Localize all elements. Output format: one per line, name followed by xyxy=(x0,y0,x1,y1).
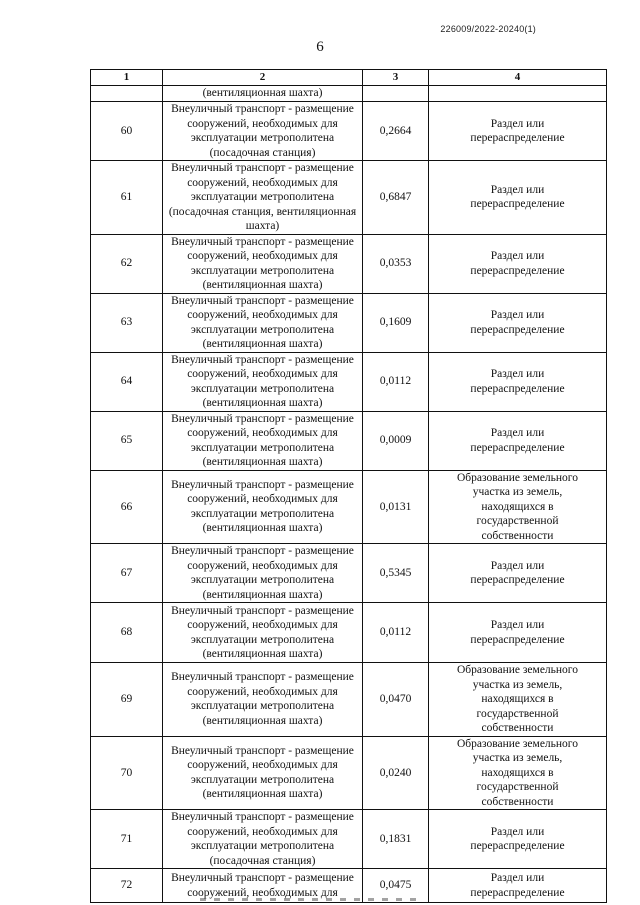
cell-use: Внеуличный транспорт - размещение сооружений, необходимых для эксплуатации метрополитена (вентиляционная шахта) xyxy=(163,352,363,411)
cell-area: 0,1831 xyxy=(363,810,429,869)
cell-use: Внеуличный транспорт - размещение сооружений, необходимых для xyxy=(163,869,363,903)
table-row xyxy=(91,810,607,869)
continued-row xyxy=(91,86,607,102)
cell-area: 0,6847 xyxy=(363,161,429,235)
cell-method: Раздел или перераспределение xyxy=(429,544,607,603)
cell-num: 60 xyxy=(91,102,163,161)
cell-num: 71 xyxy=(91,810,163,869)
cell-area: 0,0475 xyxy=(363,869,429,903)
cell-num: 66 xyxy=(91,470,163,544)
cell-use: Внеуличный транспорт - размещение сооружений, необходимых для эксплуатации метрополитена (вентиляционная шахта) xyxy=(163,470,363,544)
cell-method: Раздел или перераспределение xyxy=(429,810,607,869)
cell-num: 72 xyxy=(91,869,163,903)
table-row xyxy=(91,161,607,235)
cell-area: 0,0112 xyxy=(363,603,429,663)
header-col-4: 4 xyxy=(429,70,607,86)
cell-use: Внеуличный транспорт - размещение сооружений, необходимых для эксплуатации метрополитена (вентиляционная шахта) xyxy=(163,411,363,470)
cell-method: Раздел или перераспределение xyxy=(429,234,607,293)
cell-method: Раздел или перераспределение xyxy=(429,411,607,470)
cell-num: 67 xyxy=(91,544,163,603)
cell-method: Раздел или перераспределение xyxy=(429,293,607,352)
cell-method: Образование земельного участка из земель, находящихся в государственной собственности xyxy=(429,470,607,544)
document-id: 226009/2022-20240(1) xyxy=(440,24,536,34)
cell-num: 64 xyxy=(91,352,163,411)
table-row xyxy=(91,544,607,603)
cell-method: Раздел или перераспределение xyxy=(429,352,607,411)
cell-num: 63 xyxy=(91,293,163,352)
cell-use: Внеуличный транспорт - размещение сооружений, необходимых для эксплуатации метрополитена (вентиляционная шахта) xyxy=(163,603,363,663)
table-row xyxy=(91,352,607,411)
cell-area: 0,0353 xyxy=(363,234,429,293)
cell-num: 68 xyxy=(91,603,163,663)
table-row xyxy=(91,293,607,352)
cell-method: Образование земельного участка из земель, находящихся в государственной собственности xyxy=(429,736,607,810)
cell-method: Раздел или перераспределение xyxy=(429,102,607,161)
cell-method: Образование земельного участка из земель, находящихся в государственной собственности xyxy=(429,663,607,737)
cell-num: 69 xyxy=(91,663,163,737)
cell-num: 62 xyxy=(91,234,163,293)
table-row xyxy=(91,234,607,293)
table-row xyxy=(91,411,607,470)
cell-area: 0,5345 xyxy=(363,544,429,603)
cell-num: 65 xyxy=(91,411,163,470)
table-header-row xyxy=(91,70,607,86)
cell-use: Внеуличный транспорт - размещение сооружений, необходимых для эксплуатации метрополитена (вентиляционная шахта) xyxy=(163,544,363,603)
table-row xyxy=(91,102,607,161)
cell-method: Раздел или перераспределение xyxy=(429,603,607,663)
header-col-3: 3 xyxy=(363,70,429,86)
scan-artifact xyxy=(200,898,420,901)
cell-area: 0,0240 xyxy=(363,736,429,810)
header-col-2: 2 xyxy=(163,70,363,86)
cell-use: Внеуличный транспорт - размещение сооружений, необходимых для эксплуатации метрополитена (вентиляционная шахта) xyxy=(163,736,363,810)
table-row xyxy=(91,603,607,663)
page-number: 6 xyxy=(316,39,324,55)
table-row xyxy=(91,663,607,737)
cell-area xyxy=(363,86,429,102)
cell-use: (вентиляционная шахта) xyxy=(163,86,363,102)
cell-area: 0,0112 xyxy=(363,352,429,411)
cell-method: Раздел или перераспределение xyxy=(429,161,607,235)
cell-area: 0,0009 xyxy=(363,411,429,470)
header-col-1: 1 xyxy=(91,70,163,86)
cell-area: 0,1609 xyxy=(363,293,429,352)
cell-method xyxy=(429,86,607,102)
cell-use: Внеуличный транспорт - размещение сооружений, необходимых для эксплуатации метрополитена (вентиляционная шахта) xyxy=(163,234,363,293)
cell-num: 61 xyxy=(91,161,163,235)
cell-use: Внеуличный транспорт - размещение сооружений, необходимых для эксплуатации метрополитена (вентиляционная шахта) xyxy=(163,293,363,352)
cell-area: 0,0470 xyxy=(363,663,429,737)
cell-use: Внеуличный транспорт - размещение сооружений, необходимых для эксплуатации метрополитена (посадочная станция) xyxy=(163,810,363,869)
cell-num xyxy=(91,86,163,102)
cell-use: Внеуличный транспорт - размещение сооружений, необходимых для эксплуатации метрополитена (вентиляционная шахта) xyxy=(163,663,363,737)
table-row xyxy=(91,736,607,810)
cell-area: 0,0131 xyxy=(363,470,429,544)
cell-use: Внеуличный транспорт - размещение сооружений, необходимых для эксплуатации метрополитена (посадочная станция, вентиляционная шахта) xyxy=(163,161,363,235)
table-row xyxy=(91,470,607,544)
cell-use: Внеуличный транспорт - размещение сооружений, необходимых для эксплуатации метрополитена (посадочная станция) xyxy=(163,102,363,161)
cell-method: Раздел или перераспределение xyxy=(429,869,607,903)
cell-area: 0,2664 xyxy=(363,102,429,161)
cell-num: 70 xyxy=(91,736,163,810)
land-plots-table xyxy=(90,69,607,903)
